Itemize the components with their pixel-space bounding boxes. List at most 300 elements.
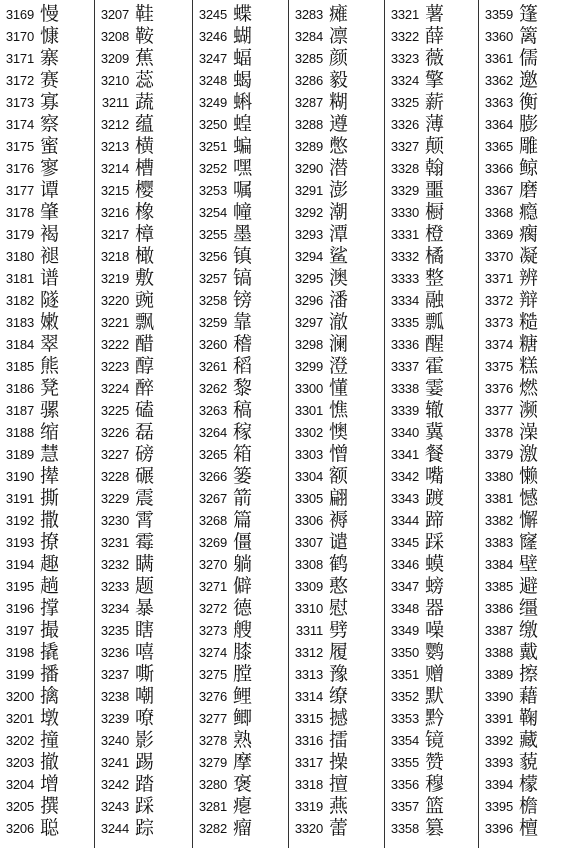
char-number: 3301 — [294, 402, 323, 418]
char-entry — [193, 25, 288, 47]
char-number: 3219 — [100, 270, 129, 286]
char-number: 3234 — [100, 600, 129, 616]
chinese-character: 碾 — [135, 465, 155, 487]
chinese-character: 镑 — [233, 289, 253, 311]
char-entry — [95, 641, 192, 663]
char-number: 3366 — [484, 160, 513, 176]
chinese-character: 激 — [519, 443, 539, 465]
chinese-character: 糕 — [519, 355, 539, 377]
char-entry — [193, 399, 288, 421]
char-entry — [385, 421, 478, 443]
chinese-character: 寨 — [40, 47, 60, 69]
char-entry — [479, 377, 568, 399]
char-entry — [0, 531, 94, 553]
char-entry — [289, 751, 384, 773]
chinese-character: 嘴 — [425, 465, 445, 487]
chinese-character: 墩 — [40, 707, 60, 729]
char-number: 3353 — [390, 710, 419, 726]
chinese-character: 融 — [425, 289, 445, 311]
char-number: 3329 — [390, 182, 419, 198]
char-number: 3309 — [294, 578, 323, 594]
char-entry — [385, 333, 478, 355]
chinese-character: 鞠 — [519, 707, 539, 729]
chinese-character: 澈 — [329, 311, 349, 333]
chinese-character: 燕 — [329, 795, 349, 817]
char-entry — [95, 157, 192, 179]
char-entry — [193, 289, 288, 311]
char-number: 3378 — [484, 424, 513, 440]
chinese-character: 戴 — [519, 641, 539, 663]
chinese-character: 醇 — [135, 355, 155, 377]
char-number: 3278 — [198, 732, 227, 748]
char-number: 3365 — [484, 138, 513, 154]
chinese-character: 霄 — [135, 509, 155, 531]
char-entry — [193, 47, 288, 69]
char-entry — [95, 69, 192, 91]
char-entry — [95, 201, 192, 223]
char-entry — [289, 729, 384, 751]
chinese-character: 播 — [40, 663, 60, 685]
char-entry — [0, 377, 94, 399]
char-entry — [385, 69, 478, 91]
chinese-character: 憔 — [329, 399, 349, 421]
char-number: 3382 — [484, 512, 513, 528]
chinese-character: 磊 — [135, 421, 155, 443]
table-column — [0, 0, 94, 848]
chinese-character: 擦 — [519, 663, 539, 685]
chinese-character: 澡 — [519, 421, 539, 443]
char-number: 3286 — [294, 72, 323, 88]
char-entry — [193, 179, 288, 201]
chinese-character: 蝴 — [233, 25, 253, 47]
chinese-character: 懊 — [329, 421, 349, 443]
char-entry — [0, 575, 94, 597]
char-number: 3304 — [294, 468, 323, 484]
char-number: 3225 — [100, 402, 129, 418]
chinese-character: 薪 — [425, 91, 445, 113]
char-number: 3359 — [484, 6, 513, 22]
char-number: 3281 — [198, 798, 227, 814]
char-number: 3358 — [390, 820, 419, 836]
char-entry — [95, 399, 192, 421]
chinese-character: 鲨 — [329, 245, 349, 267]
chinese-character: 嘻 — [135, 641, 155, 663]
char-number: 3311 — [295, 622, 323, 638]
char-entry — [385, 3, 478, 25]
char-entry — [95, 487, 192, 509]
char-number: 3247 — [198, 50, 227, 66]
chinese-character: 蟆 — [425, 553, 445, 575]
char-entry — [193, 487, 288, 509]
char-entry — [193, 3, 288, 25]
chinese-character: 樱 — [135, 179, 155, 201]
char-number: 3336 — [390, 336, 419, 352]
char-entry — [385, 113, 478, 135]
char-number: 3184 — [5, 336, 34, 352]
char-entry — [289, 707, 384, 729]
char-number: 3241 — [100, 754, 129, 770]
char-entry — [193, 333, 288, 355]
chinese-character: 澜 — [329, 333, 349, 355]
char-entry — [193, 553, 288, 575]
char-entry — [193, 91, 288, 113]
chinese-character: 瘪 — [233, 795, 253, 817]
chinese-character: 薇 — [425, 47, 445, 69]
char-entry — [385, 663, 478, 685]
char-entry — [95, 729, 192, 751]
chinese-character: 凛 — [329, 25, 349, 47]
chinese-character: 增 — [40, 773, 60, 795]
chinese-character: 踪 — [135, 817, 155, 839]
char-number: 3182 — [5, 292, 34, 308]
char-entry — [0, 179, 94, 201]
char-entry — [0, 289, 94, 311]
char-number: 3186 — [5, 380, 34, 396]
char-number: 3313 — [294, 666, 323, 682]
char-number: 3224 — [100, 380, 129, 396]
chinese-character: 潭 — [329, 223, 349, 245]
char-number: 3212 — [100, 116, 129, 132]
char-entry — [95, 289, 192, 311]
chinese-character: 褥 — [329, 509, 349, 531]
char-entry — [193, 201, 288, 223]
char-number: 3394 — [484, 776, 513, 792]
char-number: 3218 — [100, 248, 129, 264]
char-entry — [95, 531, 192, 553]
char-entry — [95, 773, 192, 795]
char-number: 3183 — [5, 314, 34, 330]
char-number: 3284 — [294, 28, 323, 44]
chinese-character: 豌 — [135, 289, 155, 311]
chinese-character: 撕 — [40, 487, 60, 509]
chinese-character: 噩 — [425, 179, 445, 201]
char-number: 3360 — [484, 28, 513, 44]
char-entry — [193, 509, 288, 531]
chinese-character: 镜 — [425, 729, 445, 751]
char-entry — [385, 223, 478, 245]
char-entry — [385, 487, 478, 509]
char-entry — [289, 443, 384, 465]
char-number: 3320 — [294, 820, 323, 836]
char-entry — [385, 311, 478, 333]
char-entry — [95, 223, 192, 245]
chinese-character: 整 — [425, 267, 445, 289]
chinese-character: 儒 — [519, 47, 539, 69]
char-entry — [95, 179, 192, 201]
char-number: 3223 — [100, 358, 129, 374]
char-entry — [0, 443, 94, 465]
char-entry — [0, 47, 94, 69]
char-number: 3196 — [5, 600, 34, 616]
char-number: 3197 — [5, 622, 34, 638]
char-entry — [289, 663, 384, 685]
char-number: 3364 — [484, 116, 513, 132]
chinese-character: 黔 — [425, 707, 445, 729]
char-number: 3255 — [198, 226, 227, 242]
char-number: 3298 — [294, 336, 323, 352]
char-entry — [289, 597, 384, 619]
char-entry — [479, 333, 568, 355]
char-number: 3171 — [5, 50, 34, 66]
chinese-character: 豫 — [329, 663, 349, 685]
char-number: 3211 — [101, 94, 129, 110]
char-entry — [0, 641, 94, 663]
chinese-character: 磅 — [135, 443, 155, 465]
char-number: 3328 — [390, 160, 419, 176]
char-entry — [0, 619, 94, 641]
char-entry — [193, 69, 288, 91]
chinese-character: 肇 — [40, 201, 60, 223]
char-number: 3238 — [100, 688, 129, 704]
char-number: 3318 — [294, 776, 323, 792]
char-entry — [479, 157, 568, 179]
chinese-character: 稼 — [233, 421, 253, 443]
chinese-character: 蜜 — [40, 135, 60, 157]
char-entry — [289, 531, 384, 553]
char-number: 3188 — [5, 424, 34, 440]
chinese-character: 懈 — [519, 509, 539, 531]
char-entry — [385, 751, 478, 773]
char-entry — [0, 91, 94, 113]
char-entry — [193, 245, 288, 267]
char-number: 3385 — [484, 578, 513, 594]
char-entry — [479, 25, 568, 47]
char-number: 3355 — [390, 754, 419, 770]
char-number: 3277 — [198, 710, 227, 726]
char-number: 3337 — [390, 358, 419, 374]
char-entry — [289, 113, 384, 135]
chinese-character: 撬 — [40, 641, 60, 663]
char-number: 3303 — [294, 446, 323, 462]
char-entry — [479, 685, 568, 707]
char-number: 3368 — [484, 204, 513, 220]
char-number: 3194 — [5, 556, 34, 572]
chinese-character: 潜 — [329, 157, 349, 179]
chinese-character: 踱 — [425, 487, 445, 509]
char-entry — [95, 795, 192, 817]
chinese-character: 踩 — [425, 531, 445, 553]
chinese-character: 篮 — [425, 795, 445, 817]
chinese-character: 撼 — [329, 707, 349, 729]
chinese-character: 撮 — [40, 619, 60, 641]
char-entry — [385, 91, 478, 113]
chinese-character: 冀 — [425, 421, 445, 443]
chinese-character: 褐 — [40, 223, 60, 245]
char-entry — [289, 487, 384, 509]
char-number: 3200 — [5, 688, 34, 704]
chinese-character: 瓢 — [425, 311, 445, 333]
char-entry — [385, 377, 478, 399]
char-number: 3222 — [100, 336, 129, 352]
char-number: 3371 — [484, 270, 513, 286]
char-entry — [95, 47, 192, 69]
chinese-character: 篱 — [519, 25, 539, 47]
chinese-character: 黎 — [233, 377, 253, 399]
char-number: 3356 — [390, 776, 419, 792]
char-number: 3214 — [100, 160, 129, 176]
char-number: 3350 — [390, 644, 419, 660]
chinese-character: 僵 — [233, 531, 253, 553]
char-number: 3176 — [5, 160, 34, 176]
char-number: 3384 — [484, 556, 513, 572]
chinese-character: 聪 — [40, 817, 60, 839]
char-number: 3235 — [100, 622, 129, 638]
char-entry — [193, 663, 288, 685]
chinese-character: 隧 — [40, 289, 60, 311]
char-entry — [193, 575, 288, 597]
char-number: 3377 — [484, 402, 513, 418]
char-number: 3299 — [294, 358, 323, 374]
char-number: 3373 — [484, 314, 513, 330]
char-number: 3240 — [100, 732, 129, 748]
chinese-character: 槽 — [135, 157, 155, 179]
chinese-character: 翠 — [40, 333, 60, 355]
char-number: 3339 — [390, 402, 419, 418]
chinese-character: 缩 — [40, 421, 60, 443]
char-entry — [385, 25, 478, 47]
char-number: 3259 — [198, 314, 227, 330]
char-entry — [289, 817, 384, 839]
char-number: 3269 — [198, 534, 227, 550]
char-entry — [479, 597, 568, 619]
char-number: 3178 — [5, 204, 34, 220]
char-number: 3275 — [198, 666, 227, 682]
chinese-character: 稻 — [233, 355, 253, 377]
chinese-character: 嘶 — [135, 663, 155, 685]
char-entry — [0, 113, 94, 135]
char-number: 3198 — [5, 644, 34, 660]
char-entry — [289, 3, 384, 25]
char-entry — [289, 399, 384, 421]
chinese-character: 潮 — [329, 201, 349, 223]
char-number: 3174 — [5, 116, 34, 132]
char-number: 3189 — [5, 446, 34, 462]
char-number: 3243 — [100, 798, 129, 814]
chinese-character: 蕊 — [135, 69, 155, 91]
char-number: 3239 — [100, 710, 129, 726]
char-number: 3316 — [294, 732, 323, 748]
chinese-character: 蔬 — [135, 91, 155, 113]
char-number: 3351 — [390, 666, 419, 682]
char-entry — [479, 663, 568, 685]
char-number: 3381 — [484, 490, 513, 506]
char-entry — [0, 509, 94, 531]
char-entry — [95, 575, 192, 597]
char-number: 3177 — [5, 182, 34, 198]
chinese-character: 踢 — [135, 751, 155, 773]
char-entry — [95, 91, 192, 113]
char-number: 3245 — [198, 6, 227, 22]
char-number: 3260 — [198, 336, 227, 352]
char-entry — [0, 663, 94, 685]
chinese-character: 薄 — [425, 113, 445, 135]
chinese-character: 靠 — [233, 311, 253, 333]
chinese-character: 藐 — [519, 751, 539, 773]
char-entry — [479, 355, 568, 377]
char-entry — [193, 685, 288, 707]
char-number: 3338 — [390, 380, 419, 396]
chinese-character: 霉 — [135, 531, 155, 553]
char-number: 3293 — [294, 226, 323, 242]
char-number: 3258 — [198, 292, 227, 308]
chinese-character: 熟 — [233, 729, 253, 751]
char-entry — [289, 245, 384, 267]
chinese-character: 篓 — [233, 465, 253, 487]
chinese-character: 熊 — [40, 355, 60, 377]
char-number: 3335 — [390, 314, 419, 330]
char-entry — [95, 465, 192, 487]
chinese-character: 穆 — [425, 773, 445, 795]
char-number: 3376 — [484, 380, 513, 396]
char-entry — [95, 245, 192, 267]
char-number: 3296 — [294, 292, 323, 308]
char-number: 3388 — [484, 644, 513, 660]
char-number: 3342 — [390, 468, 419, 484]
chinese-character: 辩 — [519, 289, 539, 311]
chinese-character: 赞 — [425, 751, 445, 773]
char-entry — [193, 113, 288, 135]
chinese-character: 蝙 — [233, 135, 253, 157]
char-number: 3228 — [100, 468, 129, 484]
char-number: 3383 — [484, 534, 513, 550]
chinese-character: 邀 — [519, 69, 539, 91]
char-entry — [193, 751, 288, 773]
chinese-character: 鞋 — [135, 3, 155, 25]
char-number: 3387 — [484, 622, 513, 638]
chinese-character: 檀 — [519, 817, 539, 839]
char-entry — [479, 707, 568, 729]
char-entry — [193, 355, 288, 377]
chinese-character: 篡 — [425, 817, 445, 839]
char-number: 3352 — [390, 688, 419, 704]
chinese-character: 题 — [135, 575, 155, 597]
chinese-character: 擂 — [329, 729, 349, 751]
char-entry — [0, 3, 94, 25]
char-number: 3264 — [198, 424, 227, 440]
chinese-character: 躺 — [233, 553, 253, 575]
char-number: 3305 — [294, 490, 323, 506]
char-entry — [0, 421, 94, 443]
char-entry — [479, 817, 568, 839]
char-number: 3279 — [198, 754, 227, 770]
char-number: 3395 — [484, 798, 513, 814]
chinese-character: 褪 — [40, 245, 60, 267]
chinese-character: 撤 — [40, 751, 60, 773]
chinese-character: 檬 — [519, 773, 539, 795]
char-entry — [95, 817, 192, 839]
chinese-character: 霎 — [425, 377, 445, 399]
char-entry — [479, 641, 568, 663]
char-number: 3169 — [5, 6, 34, 22]
char-number: 3321 — [390, 6, 419, 22]
chinese-character: 稽 — [233, 333, 253, 355]
char-entry — [385, 399, 478, 421]
chinese-character: 撞 — [40, 729, 60, 751]
char-number: 3253 — [198, 182, 227, 198]
char-number: 3251 — [198, 138, 227, 154]
char-number: 3207 — [100, 6, 129, 22]
chinese-character: 赠 — [425, 663, 445, 685]
chinese-character: 撰 — [40, 795, 60, 817]
char-entry — [95, 751, 192, 773]
char-number: 3220 — [100, 292, 129, 308]
char-number: 3349 — [390, 622, 419, 638]
char-entry — [385, 553, 478, 575]
char-number: 3306 — [294, 512, 323, 528]
char-number: 3213 — [100, 138, 129, 154]
chinese-character: 霍 — [425, 355, 445, 377]
char-entry — [0, 707, 94, 729]
